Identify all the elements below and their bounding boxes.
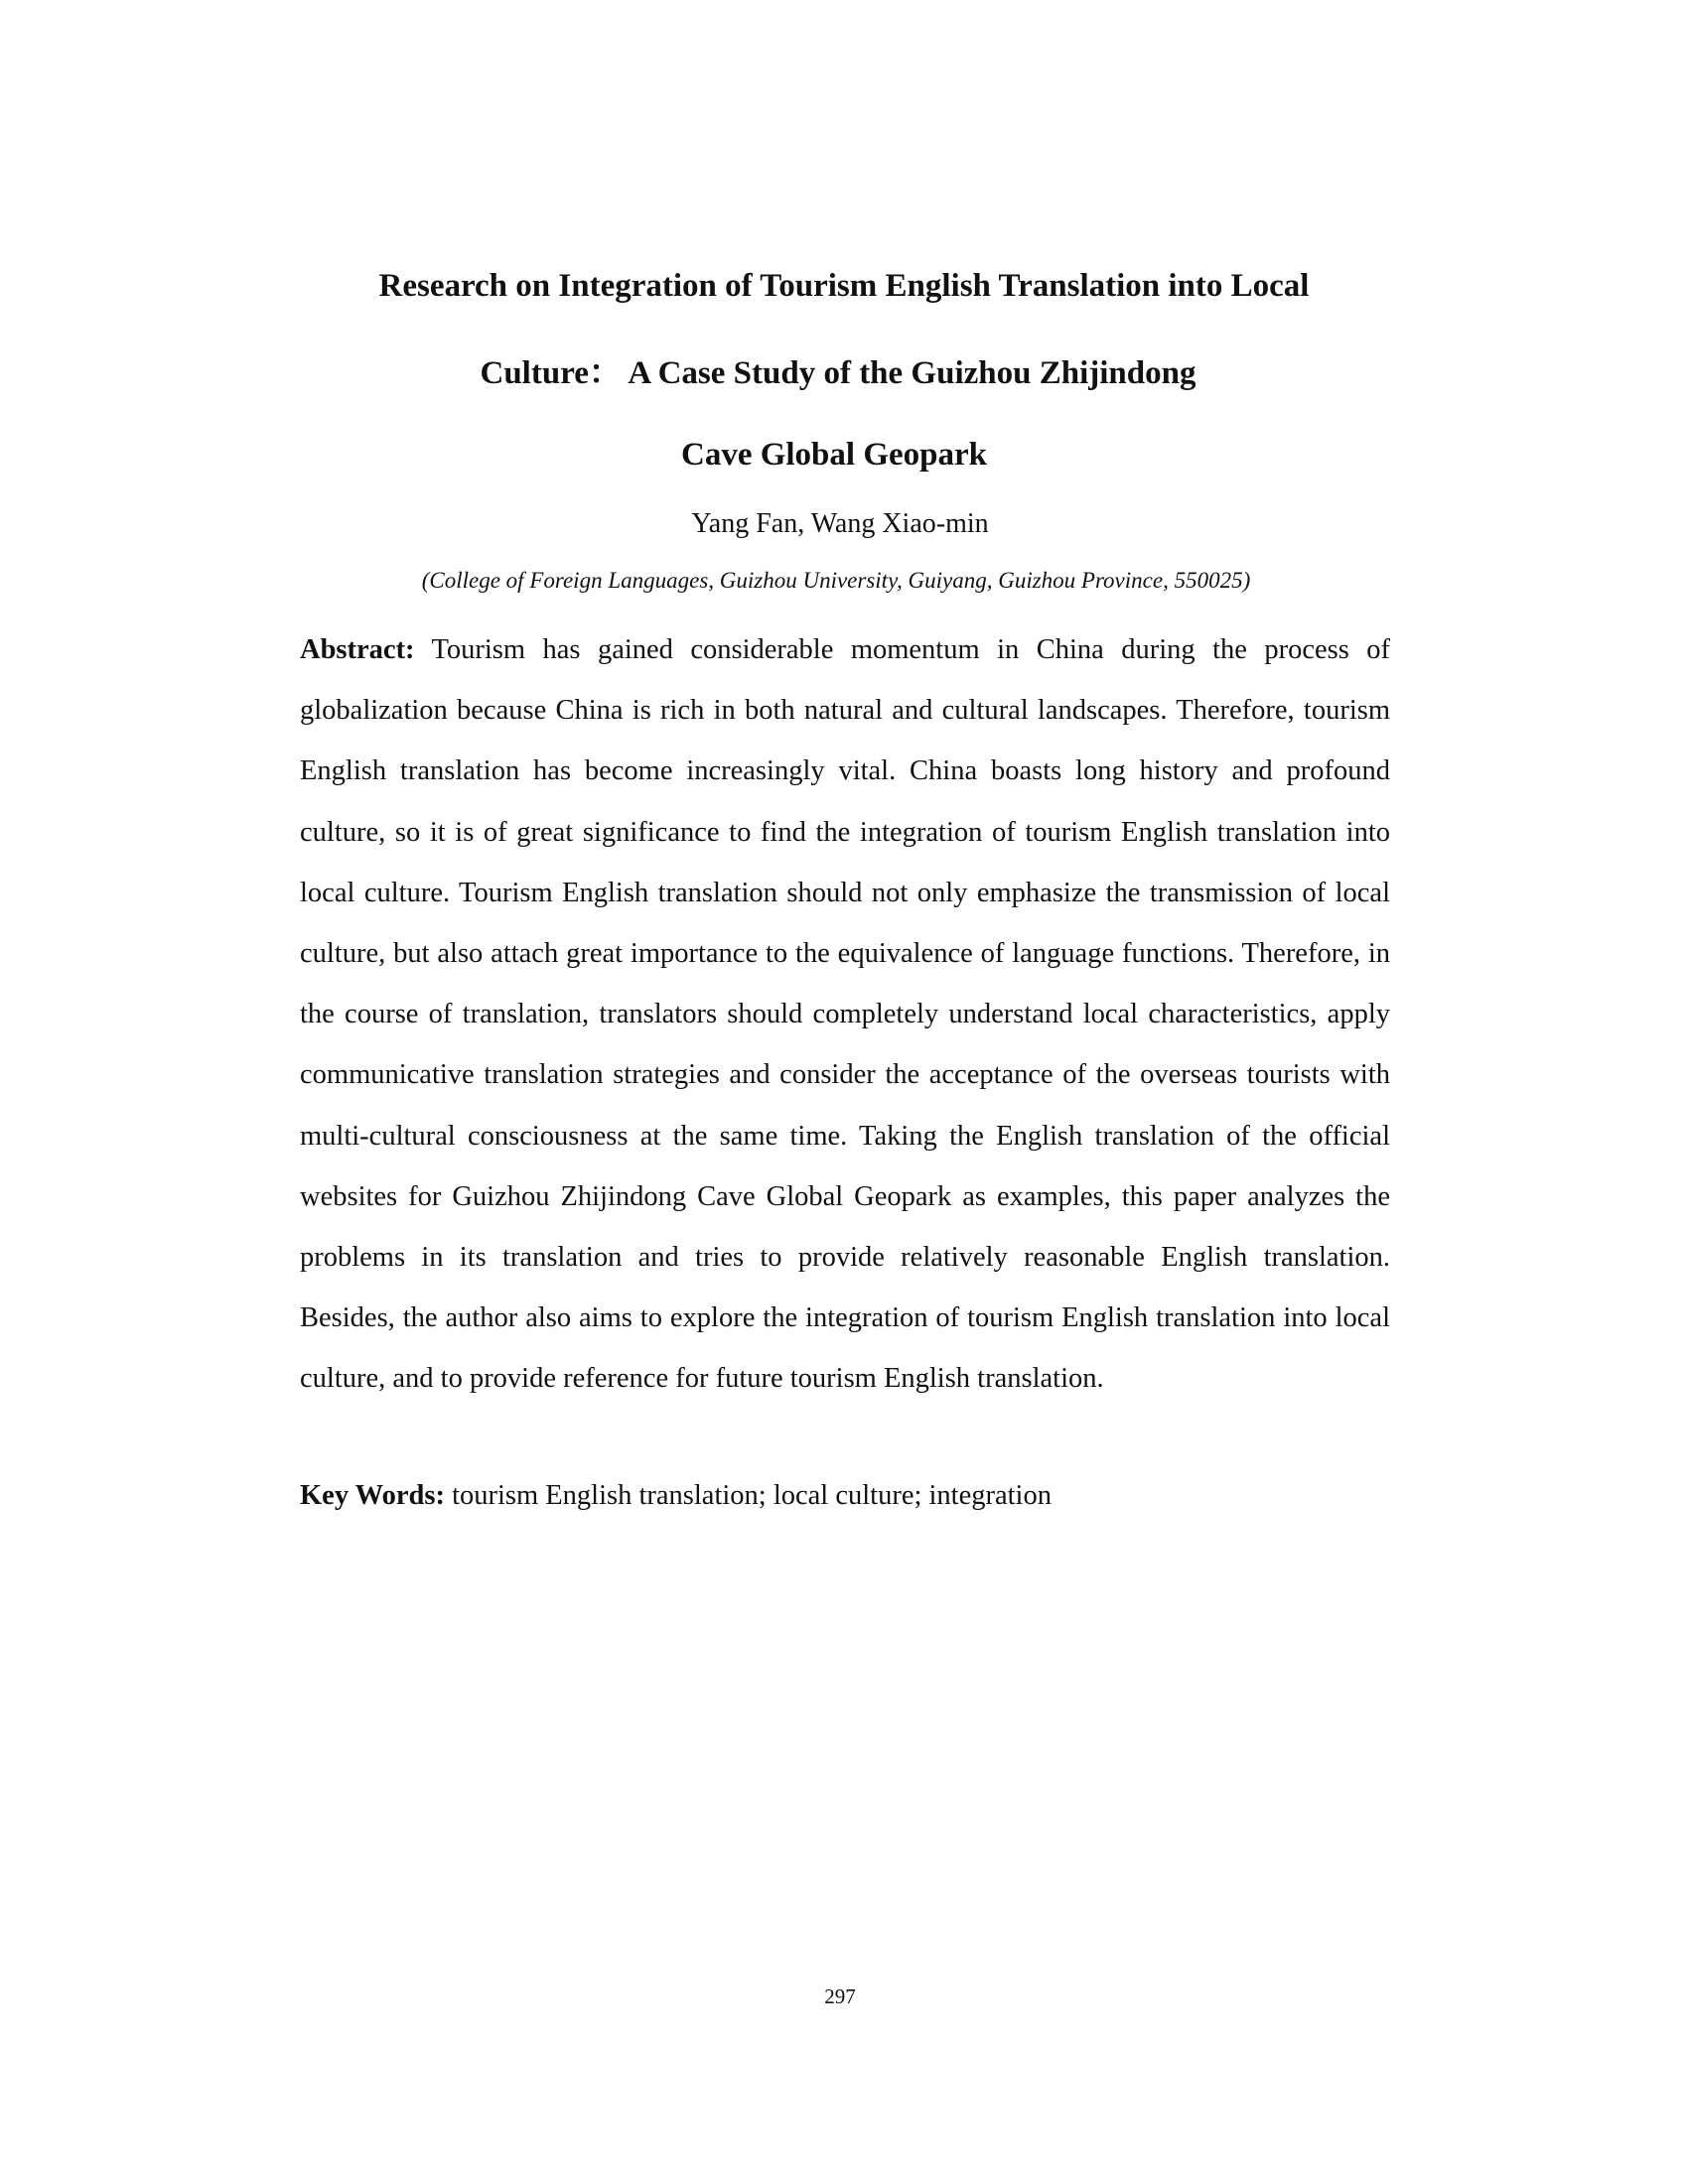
title-line-3: Cave Global Geopark bbox=[680, 437, 987, 473]
keywords-text: tourism English translation; local culture; integration bbox=[452, 1480, 1052, 1511]
abstract bbox=[300, 619, 1390, 1410]
affiliation: (College of Foreign Languages, Guizhou University, Guiyang, Guizhou Province, 550025) bbox=[421, 568, 1251, 593]
abstract-label: Abstract: bbox=[300, 634, 415, 665]
page-number: 297 bbox=[824, 1984, 856, 2008]
keywords bbox=[300, 1465, 1390, 1526]
title-line-1: Research on Integration of Tourism English Translation into Local bbox=[378, 268, 1310, 304]
abstract-text: Tourism has gained considerable momentum in China during the process of globalization because China is rich in both natural and cultural landscapes. Therefore, tourism English translation has become increasingly vital. China boasts long history and profound culture, so it is of great significance to find the integration of tourism English translation into local culture. Tourism English translation should not only emphasize the transmission of local culture, but also attach great importance to the equivalence of language functions. Therefore, in the course of translation, translators should completely understand local characteristics, apply communicative translation strategies and consider the acceptance of the overseas tourists with multi-cultural consciousness at the same time. Taking the English translation of the official websites for Guizhou Zhijindong Cave Global Geopark as examples, this paper analyzes the problems in its translation and tries to provide relatively reasonable English translation. Besides, the author also aims to explore the integration of tourism English translation into local culture, and to provide reference for future tourism English translation. bbox=[300, 634, 1390, 1395]
authors: Yang Fan, Wang Xiao-min bbox=[691, 508, 989, 539]
title-line-2: Culture： A Case Study of the Guizhou Zhijindong bbox=[480, 355, 1196, 391]
keywords-label: Key Words: bbox=[300, 1480, 445, 1511]
